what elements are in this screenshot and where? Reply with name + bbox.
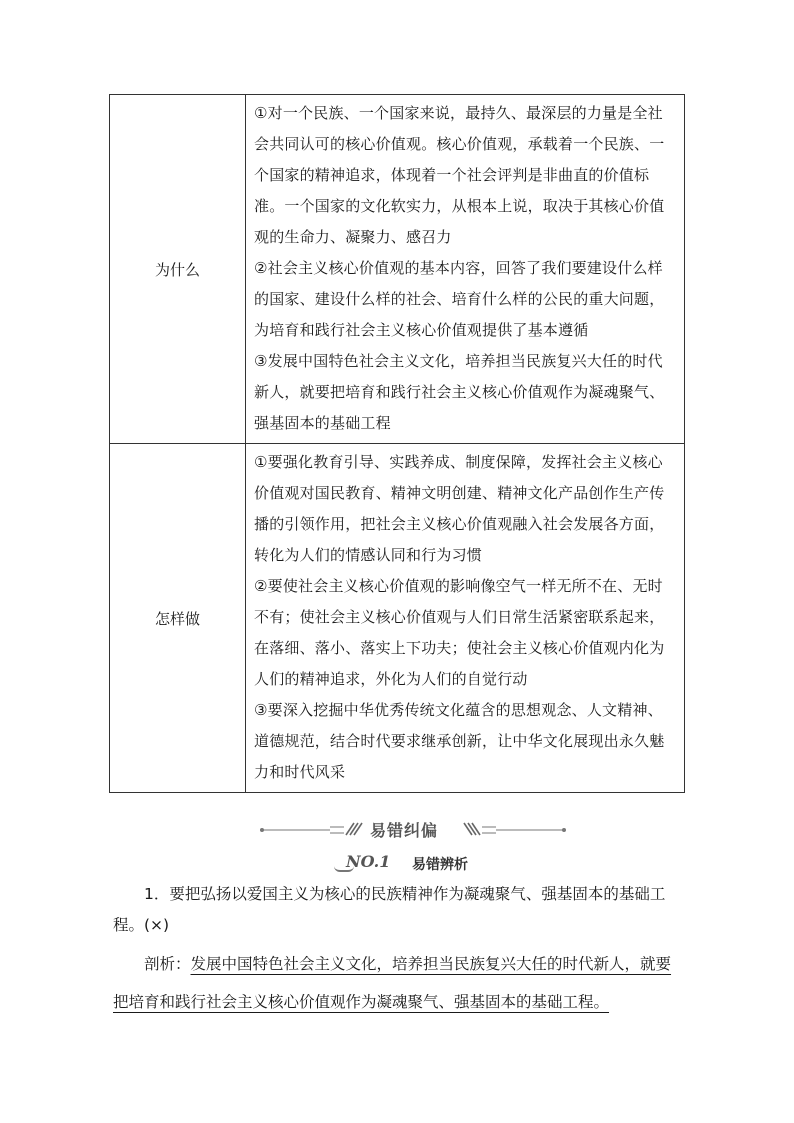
no-mark-text: NO.1 [346, 852, 391, 871]
row-content [246, 444, 685, 793]
paragraph: ①要强化教育引导、实践养成、制度保障，发挥社会主义核心价值观对国民教育、精神文明创建、精神文化产品创作生产传播的引领作用，把社会主义核心价值观融入社会发展各方面，转化为人们的情感认同和行为习惯 [254, 453, 665, 564]
row-label: 怎样做 [110, 444, 246, 793]
subheading-text: 易错辨析 [412, 857, 468, 873]
section-banner [258, 817, 568, 843]
no-mark-swoosh [334, 866, 354, 872]
analysis [113, 945, 685, 1021]
paragraph: ②社会主义核心价值观的基本内容，回答了我们要建设什么样的国家、建设什么样的社会、培育什么样的公民的重大问题，为培育和践行社会主义核心价值观提供了基本遵循 [254, 259, 665, 339]
content-table [109, 94, 685, 793]
banner-title: 易错纠偏 [370, 821, 439, 840]
row-label: 为什么 [110, 95, 246, 444]
paragraph: ③要深入挖掘中华优秀传统文化蕴含的思想观念、人文精神、道德规范，结合时代要求继承创新，让中华文化展现出永久魅力和时代风采 [254, 701, 665, 781]
no-mark [346, 852, 390, 871]
paragraph: ①对一个民族、一个国家来说，最持久、最深层的力量是全社会共同认可的核心价值观。核心价值观，承载着一个民族、一个国家的精神追求，体现着一个社会评判是非曲直的价值标准。一个国家的文化软实力，从根本上说，取决于其核心价值观的生命力、凝聚力、感召力 [254, 104, 665, 246]
table-row [110, 95, 685, 444]
paragraph: ②要使社会主义核心价值观的影响像空气一样无所不在、无时不有；使社会主义核心价值观与人们日常生活紧密联系起来，在落细、落小、落实上下功夫；使社会主义核心价值观内化为人们的精神追求，外化为人们的自觉行动 [254, 577, 665, 688]
question-text: 1．要把弘扬以爱国主义为核心的民族精神作为凝魂聚气、强基固本的基础工程。(×) [113, 885, 666, 934]
analysis-label: 剖析： [144, 955, 191, 973]
analysis-text: 发展中国特色社会主义文化，培养担当民族复兴大任的时代新人，就要把培育和践行社会主义核心价值观作为凝魂聚气、强基固本的基础工程。 [113, 955, 672, 1011]
table-row [110, 444, 685, 793]
row-content [246, 95, 685, 444]
paragraph: ③发展中国特色社会主义文化，培养担当民族复兴大任的时代新人，就要把培育和践行社会主义核心价值观作为凝魂聚气、强基固本的基础工程 [254, 352, 665, 432]
